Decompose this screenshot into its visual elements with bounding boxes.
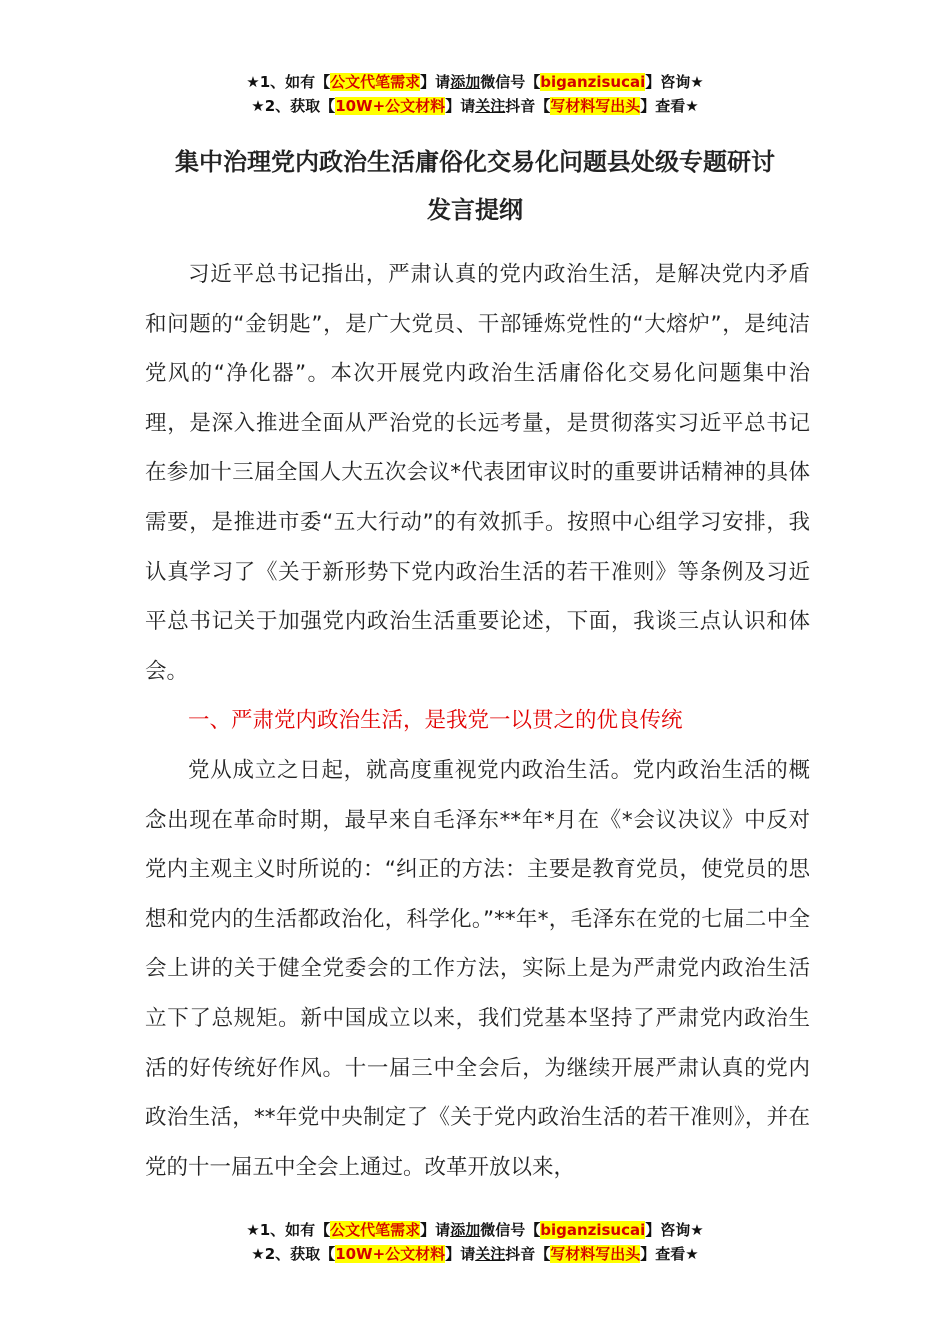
banner-text: 】咨询★ bbox=[645, 73, 704, 91]
banner-text: 】请 bbox=[420, 73, 451, 91]
banner-emphasis: 添加 bbox=[450, 73, 481, 91]
banner-line-2 bbox=[0, 94, 950, 118]
banner-line-1 bbox=[0, 70, 950, 94]
section-1-paragraph: 党从成立之日起，就高度重视党内政治生活。党内政治生活的概念出现在革命时期，最早来自毛泽东**年*月在《*会议决议》中反对党内主观主义时所说的：“纠正的方法：主要是教育党员，使党员的思想和党内的生活都政治化，科学化。”**年*，毛泽东在党的七届二中全会上讲的关于健全党委会的工作方法，实际上是为严肃党内政治生活立下了总规矩。新中国成立以来，我们党基本坚持了严肃党内政治生活的好传统好作风。十一届三中全会后，为继续开展严肃认真的党内政治生活，**年党中央制定了《关于党内政治生活的若干准则》，并在党的十一届五中全会上通过。改革开放以来， bbox=[145, 757, 810, 1180]
banner-line-1 bbox=[0, 1218, 950, 1242]
banner-emphasis: 关注 bbox=[475, 1245, 506, 1263]
banner-emphasis: 关注 bbox=[475, 97, 506, 115]
banner-line-2 bbox=[0, 1242, 950, 1266]
title-line-2: 发言提纲 bbox=[427, 196, 523, 224]
section-heading-1: 一、严肃党内政治生活，是我党一以贯之的优良传统 bbox=[188, 708, 683, 734]
banner-text: 】请 bbox=[445, 1245, 476, 1263]
top-banner bbox=[0, 70, 950, 118]
intro-paragraph: 习近平总书记指出，严肃认真的党内政治生活，是解决党内矛盾和问题的“金钥匙”，是广大党员、干部锤炼党性的“大熔炉”，是纯洁党风的“净化器”。本次开展党内政治生活庸俗化交易化问题集中治理，是深入推进全面从严治党的长远考量，是贯彻落实习近平总书记在参加十三届全国人大五次会议*代表团审议时的重要讲话精神的具体需要，是推进市委“五大行动”的有效抓手。按照中心组学习安排，我认真学习了《关于新形势下党内政治生活的若干准则》等条例及习近平总书记关于加强党内政治生活重要论述，下面，我谈三点认识和体会。 bbox=[145, 262, 810, 684]
banner-text: ★2、获取【 bbox=[251, 1245, 336, 1263]
banner-text: 】请 bbox=[420, 1221, 451, 1239]
banner-text: 抖音【 bbox=[505, 97, 551, 115]
banner-emphasis: 添加 bbox=[450, 1221, 481, 1239]
banner-highlight: 公文代笔需求 bbox=[330, 1221, 421, 1239]
bottom-banner bbox=[0, 1218, 950, 1266]
banner-text: ★1、如有【 bbox=[246, 1221, 331, 1239]
title-line-1: 集中治理党内政治生活庸俗化交易化问题县处级专题研讨 bbox=[175, 148, 775, 176]
banner-highlight: 10W+公文材料 bbox=[335, 97, 446, 115]
banner-highlight: 公文代笔需求 bbox=[330, 73, 421, 91]
banner-text: 】查看★ bbox=[640, 1245, 699, 1263]
banner-highlight: 写材料写出头 bbox=[550, 1245, 641, 1263]
banner-highlight: biganzisucai bbox=[540, 1221, 646, 1239]
banner-highlight: biganzisucai bbox=[540, 73, 646, 91]
banner-text: 抖音【 bbox=[505, 1245, 551, 1263]
document-body bbox=[145, 250, 810, 1192]
banner-highlight: 写材料写出头 bbox=[550, 97, 641, 115]
banner-text: 微信号【 bbox=[480, 73, 541, 91]
banner-highlight: 10W+公文材料 bbox=[335, 1245, 446, 1263]
banner-text: ★2、获取【 bbox=[251, 97, 336, 115]
banner-text: 】请 bbox=[445, 97, 476, 115]
banner-text: 微信号【 bbox=[480, 1221, 541, 1239]
banner-text: ★1、如有【 bbox=[246, 73, 331, 91]
banner-text: 】查看★ bbox=[640, 97, 699, 115]
document-title bbox=[0, 138, 950, 234]
banner-text: 】咨询★ bbox=[645, 1221, 704, 1239]
